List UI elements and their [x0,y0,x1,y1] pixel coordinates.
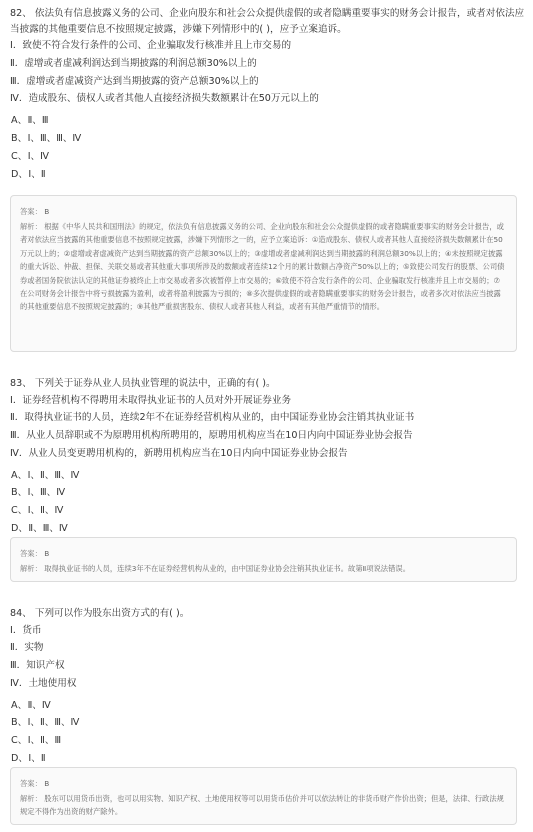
option-letter: D [11,168,19,180]
answer-value: B [44,779,50,788]
option-d[interactable]: D、Ⅱ、Ⅲ、Ⅳ [11,523,68,535]
statement-1: Ⅰ．致使不符合发行条件的公司、企业骗取发行核准并且上市交易的 [10,40,292,51]
option-letter: C [11,505,18,517]
option-letter: C [11,735,18,747]
option-c[interactable]: C、Ⅰ、Ⅱ、Ⅳ [11,505,64,517]
analysis-body: 根据《中华人民共和国刑法》的规定，依法负有信息披露义务的公司、企业向股东和社会公众提供虚假的或者隐瞒重要事实的财务会计报告，或者对依法应当披露的其他重要信息不按照规定披露，涉嫌下列情形之一的，应予立案追诉：①造成股东、债权人或者其他人直接经济损失数额累计在50万元以上的；②虚增或者虚减资产达到当期披露的资产总额30%以上的；③虚增或者虚减利润达到当期披露的利润总额30%以上的；④未按照规定披露的重大诉讼、仲裁、担保、关联交易或者其他重大事项所涉及的数额或者连续12个月的累计数额占净资产50%以上的；⑤致使公司发行的股票、公司债券或者国务院依法认定的其他证券被终止上市交易或者多次被暂停上市交易的；⑥致使不符合发行条件的公司、企业骗取发行核准并且上市交易的；⑦在公司财务会计报告中将亏损披露为盈利，或者将盈利披露为亏损的；⑧多次提供虚假的或者隐瞒重要事实的财务会计报告，或者多次对依法应当披露的其他重要信息不按照规定披露的；⑨其他严重损害股东、债权人或者其他人利益，或者有其他严重情节的情形。 [20,222,505,312]
option-a[interactable]: A、Ⅱ、Ⅲ [11,115,49,127]
statement-2: Ⅱ．实物 [10,642,44,654]
option-letter: A [11,699,18,711]
analysis-label: 解析： [20,564,42,573]
question-82 [10,6,528,183]
question-stem: 82、 依法负有信息披露义务的公司、企业向股东和社会公众提供虚假的或者隐瞒重要事实的财务会计报告，或者对依法应当披露的其他重要信息不按照规定披露，涉嫌下列情形中的( )，应予立案追诉。 [10,8,525,35]
analysis-text [20,792,507,819]
option-b[interactable]: B、Ⅰ、Ⅱ、Ⅲ、Ⅳ [11,717,80,729]
statement-4: Ⅳ．造成股东、债权人或者其他人直接经济损失数额累计在50万元以上的 [10,93,319,105]
option-text: Ⅱ、Ⅲ、Ⅳ [28,523,68,535]
answer-panel-83 [10,537,517,582]
option-letter: B [11,717,18,729]
question-83 [10,376,528,538]
analysis-body: 取得执业证书的人员，连续3年不在证券经营机构从业的，由中国证券业协会注销其执业证书。故第Ⅱ项说法错误。 [44,564,410,573]
option-text: Ⅱ、Ⅳ [27,699,51,711]
analysis-label: 解析： [20,794,42,803]
answer-line [20,777,507,790]
option-text: Ⅰ、Ⅱ [28,753,46,765]
analysis-label: 解析： [20,222,42,231]
option-text: Ⅰ、Ⅲ、Ⅳ [27,487,66,499]
question-84 [10,606,528,768]
answer-label: 答案： [20,779,42,788]
option-text: Ⅰ、Ⅱ、Ⅳ [27,505,64,517]
statement-3: Ⅲ．知识产权 [10,660,65,672]
analysis-body: 股东可以用货币出资，也可以用实物、知识产权、土地使用权等可以用货币估价并可以依法转让的非货币财产作价出资；但是，法律、行政法规规定不得作为出资的财产除外。 [20,794,504,817]
option-text: Ⅰ、Ⅱ、Ⅲ、Ⅳ [27,717,80,729]
option-text: Ⅰ、Ⅲ、Ⅲ、Ⅳ [27,132,82,144]
answer-panel-84 [10,767,517,825]
option-letter: B [11,132,18,144]
option-letter: D [11,753,19,765]
analysis-text [20,562,507,575]
option-text: Ⅰ、Ⅱ [28,168,46,180]
option-letter: D [11,523,19,535]
statement-4: Ⅳ．从业人员变更聘用机构的，新聘用机构应当在10日内向中国证券业协会报告 [10,447,348,459]
statement-1: Ⅰ．货币 [10,624,42,636]
option-d[interactable]: D、Ⅰ、Ⅱ [11,753,46,765]
statement-1: Ⅰ．证券经营机构不得聘用未取得执业证书的人员对外开展证券业务 [10,394,292,406]
option-a[interactable]: A、Ⅰ、Ⅱ、Ⅲ、Ⅳ [11,469,80,481]
option-a[interactable]: A、Ⅱ、Ⅳ [11,699,51,711]
question-stem: 83、 下列关于证券从业人员执业管理的说法中，正确的有( )。 [10,378,276,389]
analysis-text [20,220,507,314]
statement-3: Ⅲ．虚增或者虚减资产达到当期披露的资产总额30%以上的 [10,75,259,87]
option-text: Ⅱ、Ⅲ [27,115,49,127]
statement-3: Ⅲ．从业人员辞职或不为原聘用机构所聘用的，原聘用机构应当在10日内向中国证券业协会报告 [10,430,413,442]
option-d[interactable]: D、Ⅰ、Ⅱ [11,168,46,180]
answer-value: B [44,549,50,558]
answer-panel-82 [10,195,517,352]
answer-line [20,547,507,560]
option-letter: C [11,150,18,162]
option-b[interactable]: B、Ⅰ、Ⅲ、Ⅳ [11,487,66,499]
answer-label: 答案： [20,549,42,558]
option-letter: B [11,487,18,499]
statement-2: Ⅱ．虚增或者虚减利润达到当期披露的利润总额30%以上的 [10,57,257,69]
option-text: Ⅰ、Ⅳ [27,150,49,162]
option-c[interactable]: C、Ⅰ、Ⅳ [11,150,49,162]
option-c[interactable]: C、Ⅰ、Ⅱ、Ⅲ [11,735,62,747]
option-b[interactable]: B、Ⅰ、Ⅲ、Ⅲ、Ⅳ [11,132,82,144]
option-letter: A [11,115,18,127]
statement-2: Ⅱ．取得执业证书的人员，连续2年不在证券经营机构从业的，由中国证券业协会注销其执业证书 [10,412,415,424]
question-stem: 84、 下列可以作为股东出资方式的有( )。 [10,608,190,619]
answer-line [20,205,507,218]
answer-value: B [44,207,50,216]
option-letter: A [11,469,18,481]
option-text: Ⅰ、Ⅱ、Ⅲ [27,735,62,747]
answer-label: 答案： [20,207,42,216]
statement-4: Ⅳ．土地使用权 [10,677,77,689]
option-text: Ⅰ、Ⅱ、Ⅲ、Ⅳ [27,469,80,481]
